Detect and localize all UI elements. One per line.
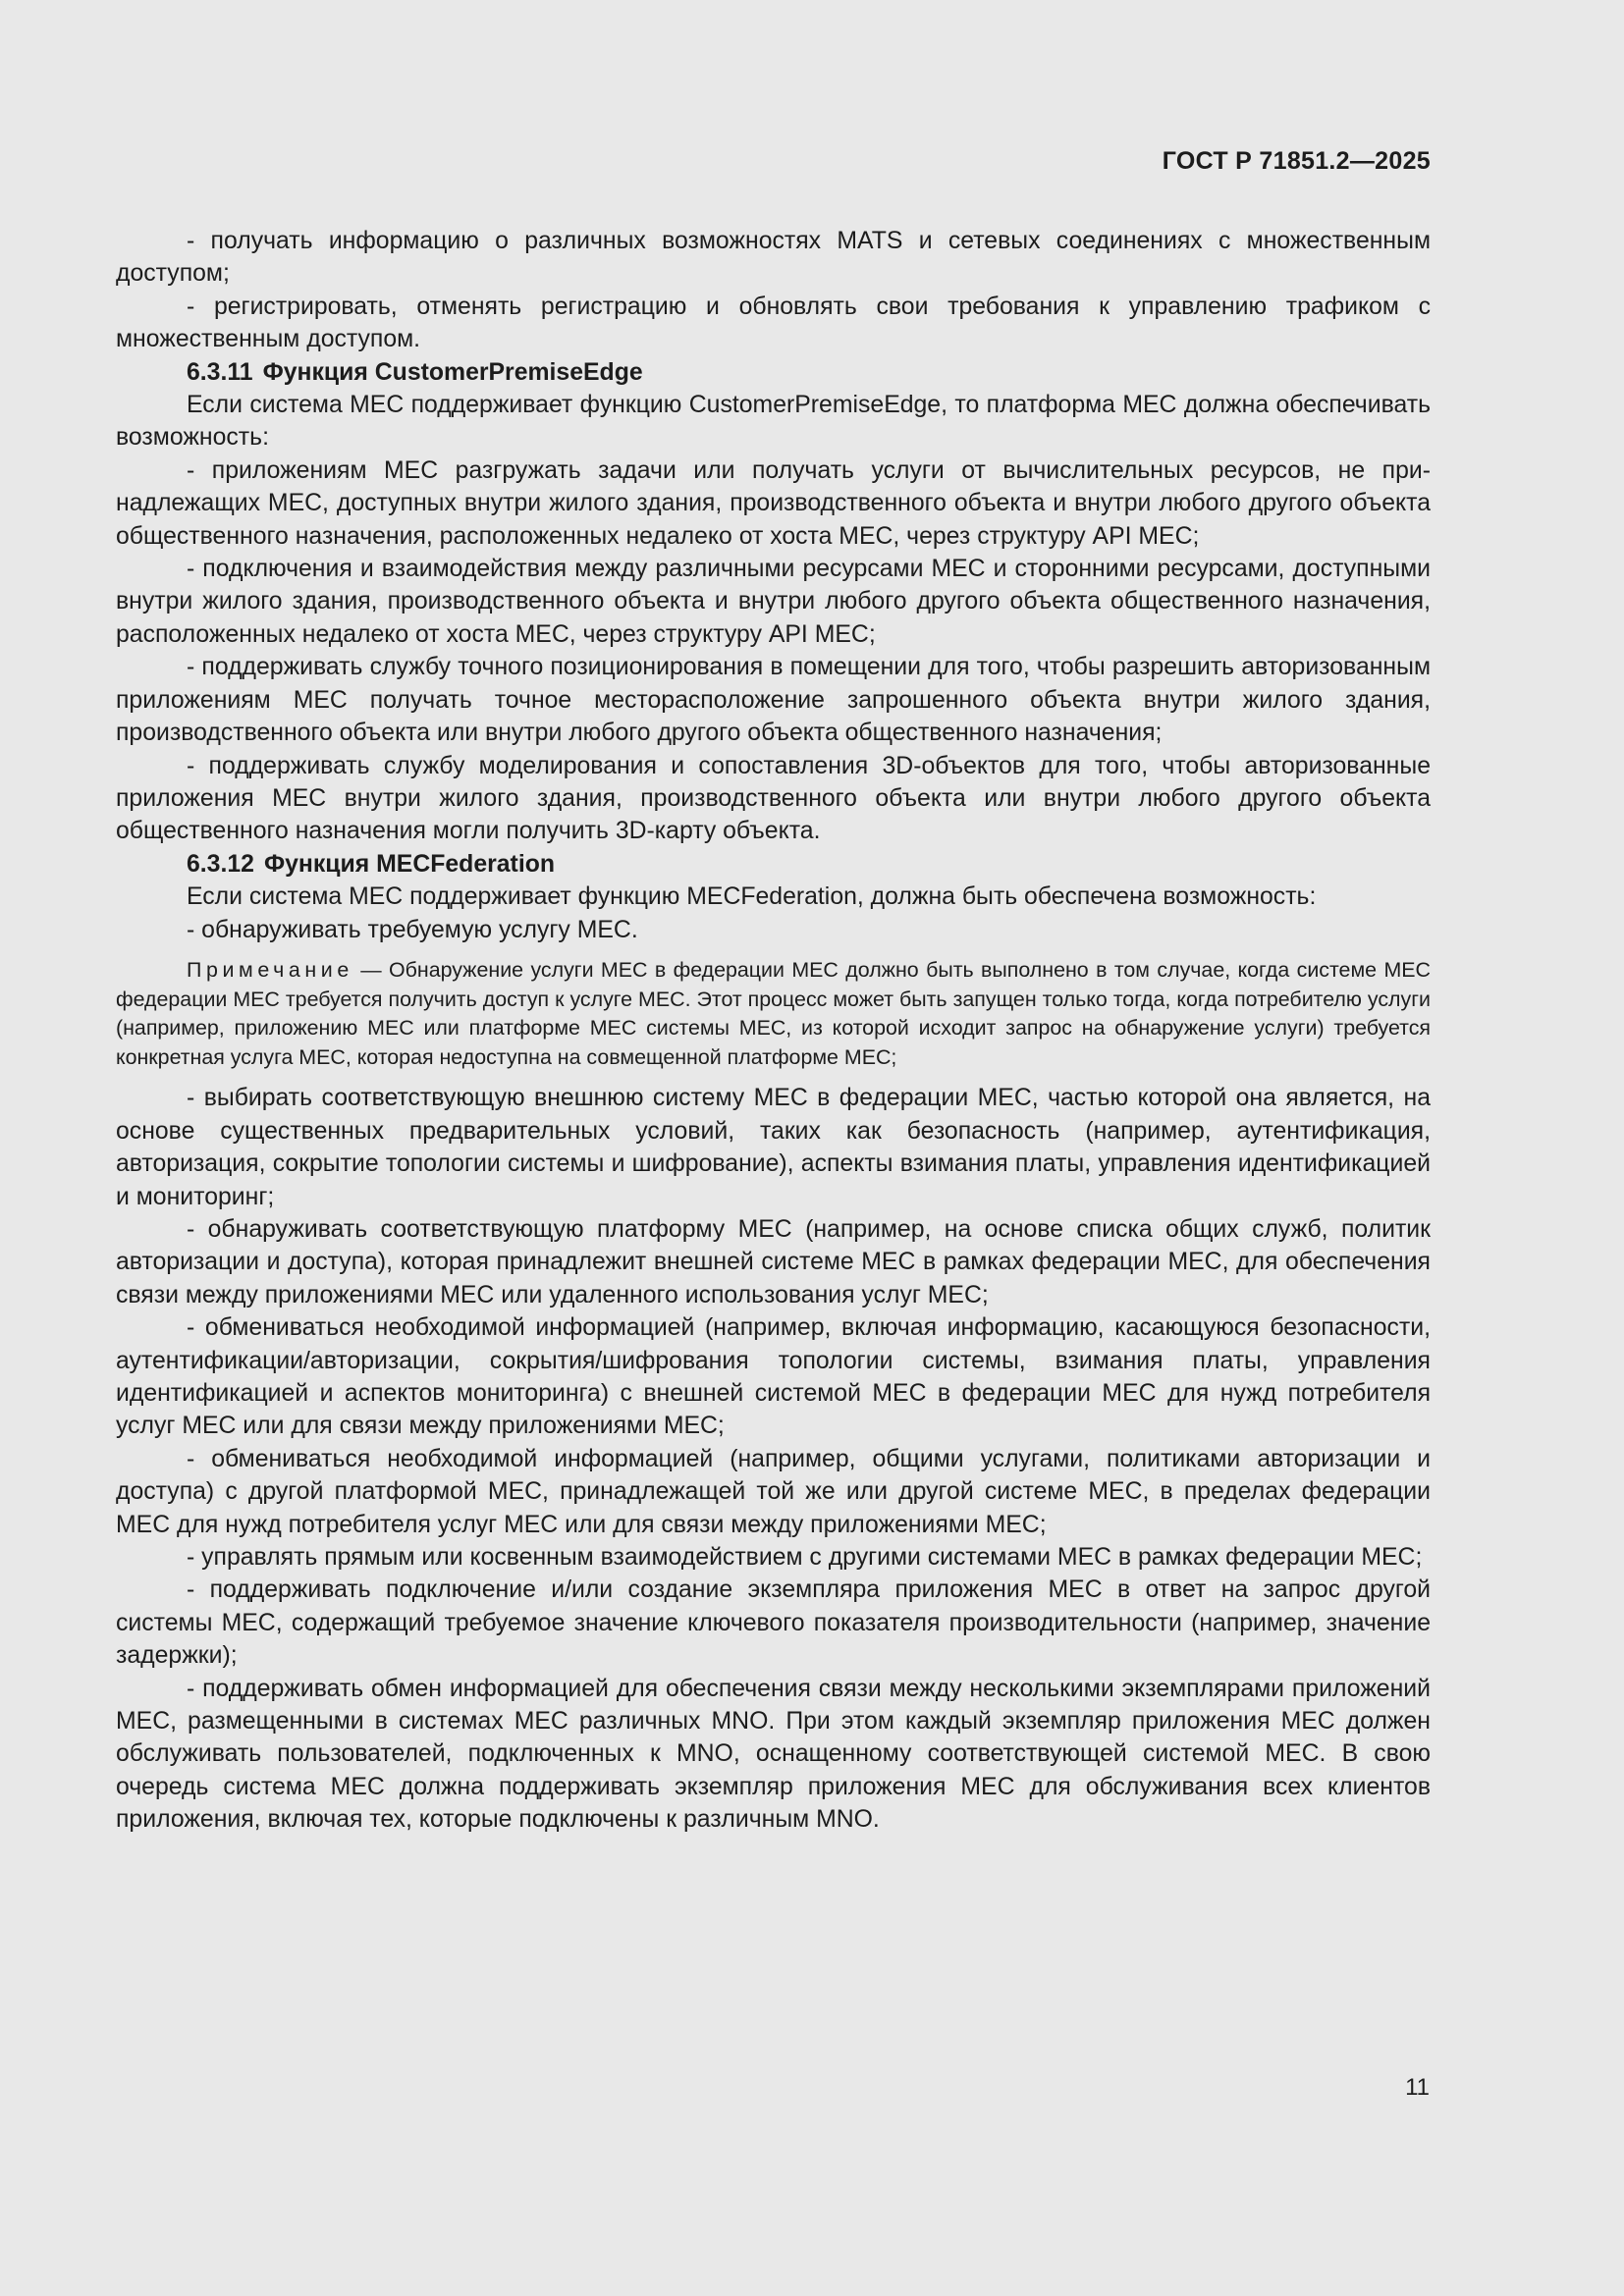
list-item: - регистрировать, отменять регистрацию и обновлять свои требования к управлению трафиком с множественным доступом. (116, 293, 1431, 353)
list-item: - обнаруживать соответствующую платформу МЕС (например, на основе списка общих служб, политик авторизации и доступа), которая принадлежит внешней системе МЕС в рамках федерации МЕС, для обеспечения связи между приложениями МЕС или удаленного использования услуг МЕС; (116, 1215, 1431, 1308)
list-item: - выбирать соответствующую внешнюю систему МЕС в федерации МЕС, частью которой она является, на основе существенных предварительных условий, таких как безопасность (например, аутентификация, авторизация, сокрытие топологии системы и шифрование), аспекты взимания платы, управления идентификацией и мониторинг; (116, 1085, 1431, 1210)
section-number: 6.3.11 (187, 358, 253, 386)
note-text: — Обнаружение услуги МЕС в федерации МЕС должно быть выполнено в том случае, когда системе МЕС федерации МЕС требуется получить доступ к услуге МЕС. Этот процесс может быть запущен только тогда, когда потребителю услуги (например, приложению МЕС или платформе МЕС системы МЕС, из которой исходит запрос на обнаружение услуги) требуется конкретная услуга МЕС, которая недоступна на совмещенной платформе МЕС; (116, 957, 1431, 1069)
body-paragraph: Если система МЕС поддерживает функцию CustomerPremiseEdge, то платформа МЕС должна обеспечивать возможность: (116, 392, 1431, 452)
list-item: - поддерживать обмен информацией для обеспечения связи между несколькими экземплярами приложений МЕС, размещенными в системах МЕС различных MNO. При этом каждый экземпляр приложения МЕС должен обслуживать пользователей, подключенных к MNO, оснащенному соответствующей системой МЕС. В свою очередь система МЕС должна поддерживать экземпляр приложения МЕС для обслуживания всех клиентов приложения, включая тех, которые подключены к различным MNO. (116, 1675, 1431, 1834)
body-paragraph: Если система МЕС поддерживает функцию MECFederation, должна быть обеспечена возможность: (187, 883, 1317, 911)
list-item: - поддерживать службу моделирования и сопоставления 3D-объектов для того, чтобы авторизованные приложения МЕС внутри жилого здания, производственного объекта или внутри любого другого объекта общественного назначения могли получить 3D-карту объекта. (116, 752, 1431, 845)
list-item: - поддерживать подключение и/или создание экземпляра приложения МЕС в ответ на запрос другой системы МЕС, содержащий требуемое значение ключевого показателя производительности (например, значение задержки); (116, 1576, 1431, 1670)
section-title: Функция MECFederation (263, 850, 556, 878)
page-number: 11 (1405, 2074, 1430, 2101)
list-item: - обнаруживать требуемую услугу МЕС. (187, 916, 638, 943)
list-item: - управлять прямым или косвенным взаимодействием с другими системами МЕС в рамках федерации МЕС; (187, 1544, 1423, 1571)
section-number: 6.3.12 (187, 850, 254, 878)
document-designation: ГОСТ Р 71851.2—2025 (1162, 147, 1431, 175)
list-item: - получать информацию о различных возможностях MATS и сетевых соединениях с множественным доступом; (116, 228, 1431, 288)
section-heading (116, 848, 1431, 881)
note-label: Примечание (187, 957, 353, 982)
list-item: - подключения и взаимодействия между различными ресурсами МЕС и сторонними ресурсами, доступными внутри жилого здания, производственного объекта и внутри любого другого объекта общественного назначения, расположенных недалеко от хоста МЕС, через структуру API МЕС; (116, 556, 1431, 648)
list-item: - обмениваться необходимой информацией (например, включая информацию, касающуюся безопасности, аутентификации/авторизации, сокрытия/шифрования топологии системы, взимания платы, управления идентификацией и аспектов мониторинга) с внешней системой МЕС в федерации МЕС для нужд потребителя услуг МЕС или для связи между приложениями МЕС; (116, 1314, 1431, 1440)
document-body (116, 225, 1431, 1837)
section-title: Функция CustomerPremiseEdge (262, 358, 643, 386)
section-heading (116, 356, 1431, 389)
list-item: - поддерживать службу точного позиционирования в помещении для того, чтобы разрешить авторизованным приложениям МЕС получать точное месторасположение запрошенного объекта внутри жилого здания, производственного объекта или внутри любого другого объекта общественного назначения; (116, 654, 1431, 747)
list-item: - приложениям МЕС разгружать задачи или получать услуги от вычислительных ресурсов, не принадлежащих МЕС, доступных внутри жилого здания, производственного объекта и внутри любого другого объекта общественного назначения, расположенных недалеко от хоста МЕС, через структуру API МЕС; (116, 456, 1431, 550)
note-paragraph (116, 956, 1431, 1072)
list-item: - обмениваться необходимой информацией (например, общими услугами, политиками авторизации и доступа) с другой платформой МЕС, принадлежащей той же или другой системе МЕС, в пределах федерации МЕС для нужд потребителя услуг МЕС или для связи между приложениями МЕС; (116, 1445, 1431, 1538)
